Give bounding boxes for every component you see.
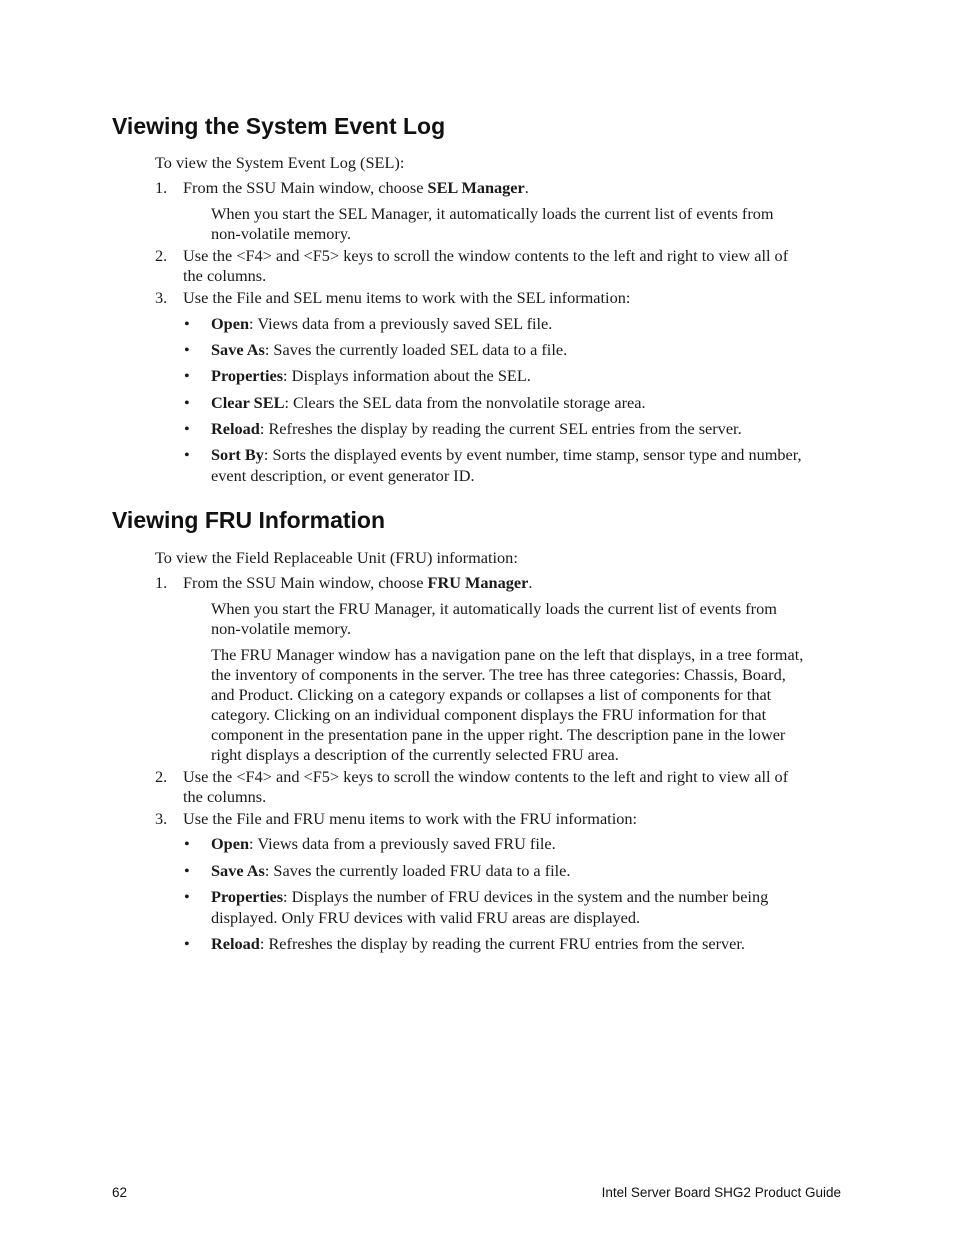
fru-step1-note2-line5: component in the presentation pane in the upper right. The description pane in the lower xyxy=(211,725,786,744)
fru-step3: Use the File and FRU menu items to work with the FRU information: xyxy=(183,809,638,828)
sel-bullet-save-as-term: Save As xyxy=(211,340,265,359)
sel-step1-note-line2: non-volatile memory. xyxy=(211,224,352,243)
section-heading-fru: Viewing FRU Information xyxy=(112,507,386,533)
fru-step2-line1: Use the <F4> and <F5> keys to scroll the window contents to the left and right to view all of xyxy=(183,767,789,786)
fru-step1-note2-line6: right displays a description of the currently selected FRU area. xyxy=(211,745,619,764)
fru-bullet-save-as xyxy=(211,861,570,882)
section-heading-sel: Viewing the System Event Log xyxy=(112,113,446,139)
bullet-icon: • xyxy=(184,834,190,853)
bullet-icon: • xyxy=(184,393,190,412)
fru-step3-number: 3. xyxy=(155,809,168,828)
sel-intro: To view the System Event Log (SEL): xyxy=(155,153,405,172)
fru-step1 xyxy=(183,573,532,594)
fru-bullet-open xyxy=(211,834,556,855)
fru-step1-note2-line2: the inventory of components in the server. The tree has three categories: Chassis, Board, xyxy=(211,665,786,684)
sel-step2-number: 2. xyxy=(155,246,168,265)
sel-step1-bold: SEL Manager xyxy=(427,178,525,197)
fru-bullet-properties xyxy=(211,887,768,908)
sel-step3-number: 3. xyxy=(155,288,168,307)
fru-step1-note2-line4: category. Clicking on an individual component displays the FRU information for that xyxy=(211,705,767,724)
fru-bullet-reload-desc: : Refreshes the display by reading the current FRU entries from the server. xyxy=(259,934,745,953)
sel-bullet-clear-sel-desc: : Clears the SEL data from the nonvolatile storage area. xyxy=(284,393,646,412)
sel-bullet-open-desc: : Views data from a previously saved SEL file. xyxy=(249,314,553,333)
bullet-icon: • xyxy=(184,861,190,880)
fru-intro: To view the Field Replaceable Unit (FRU) information: xyxy=(155,548,518,567)
footer-title: Intel Server Board SHG2 Product Guide xyxy=(601,1185,841,1200)
sel-bullet-sort-by xyxy=(211,445,802,466)
sel-step1-number: 1. xyxy=(155,178,168,197)
fru-step2-line2: the columns. xyxy=(183,787,267,806)
fru-step1-note-line1: When you start the FRU Manager, it automatically loads the current list of events from xyxy=(211,599,777,618)
sel-bullet-save-as xyxy=(211,340,567,361)
sel-bullet-properties xyxy=(211,366,531,387)
sel-bullet-open-term: Open xyxy=(211,314,250,333)
bullet-icon: • xyxy=(184,340,190,359)
sel-bullet-properties-desc: : Displays information about the SEL. xyxy=(283,366,531,385)
fru-bullet-save-as-term: Save As xyxy=(211,861,265,880)
fru-bullet-open-desc: : Views data from a previously saved FRU file. xyxy=(249,834,556,853)
sel-bullet-open xyxy=(211,314,552,335)
bullet-icon: • xyxy=(184,314,190,333)
fru-step1-note-line2: non-volatile memory. xyxy=(211,619,352,638)
sel-bullet-sort-by-desc: : Sorts the displayed events by event number, time stamp, sensor type and number, xyxy=(263,445,802,464)
sel-bullet-save-as-desc: : Saves the currently loaded SEL data to a file. xyxy=(264,340,568,359)
sel-bullet-clear-sel xyxy=(211,393,646,414)
sel-bullet-reload xyxy=(211,419,742,440)
fru-step2-number: 2. xyxy=(155,767,168,786)
fru-step1-number: 1. xyxy=(155,573,168,592)
sel-bullet-reload-desc: : Refreshes the display by reading the current SEL entries from the server. xyxy=(259,419,742,438)
sel-step2-line1: Use the <F4> and <F5> keys to scroll the window contents to the left and right to view all of xyxy=(183,246,789,265)
sel-bullet-clear-sel-term: Clear SEL xyxy=(211,393,285,412)
bullet-icon: • xyxy=(184,366,190,385)
sel-step1-note-line1: When you start the SEL Manager, it automatically loads the current list of events from xyxy=(211,204,774,223)
sel-step1-text: From the SSU Main window, choose xyxy=(183,178,428,197)
sel-bullet-reload-term: Reload xyxy=(211,419,260,438)
fru-bullet-open-term: Open xyxy=(211,834,250,853)
fru-bullet-properties-term: Properties xyxy=(211,887,284,906)
fru-step1-note2-line1: The FRU Manager window has a navigation pane on the left that displays, in a tree format, xyxy=(211,645,804,664)
fru-bullet-save-as-desc: : Saves the currently loaded FRU data to a file. xyxy=(264,861,571,880)
bullet-icon: • xyxy=(184,934,190,953)
bullet-icon: • xyxy=(184,445,190,464)
sel-step1 xyxy=(183,178,529,199)
fru-step1-end: . xyxy=(528,573,533,592)
sel-step1-end: . xyxy=(524,178,529,197)
bullet-icon: • xyxy=(184,887,190,906)
page-number: 62 xyxy=(112,1185,128,1200)
sel-step3: Use the File and SEL menu items to work with the SEL information: xyxy=(183,288,631,307)
fru-step1-bold: FRU Manager xyxy=(427,573,529,592)
fru-bullet-properties-desc: : Displays the number of FRU devices in the system and the number being xyxy=(283,887,769,906)
fru-step1-text: From the SSU Main window, choose xyxy=(183,573,428,592)
fru-bullet-properties-cont: displayed. Only FRU devices with valid FRU areas are displayed. xyxy=(211,908,641,927)
sel-bullet-sort-by-cont: event description, or event generator ID. xyxy=(211,466,475,485)
fru-bullet-reload xyxy=(211,934,745,955)
sel-bullet-sort-by-term: Sort By xyxy=(211,445,264,464)
fru-bullet-reload-term: Reload xyxy=(211,934,260,953)
bullet-icon: • xyxy=(184,419,190,438)
fru-step1-note2-line3: and Product. Clicking on a category expands or collapses a list of components for that xyxy=(211,685,772,704)
sel-step2-line2: the columns. xyxy=(183,266,267,285)
sel-bullet-properties-term: Properties xyxy=(211,366,284,385)
